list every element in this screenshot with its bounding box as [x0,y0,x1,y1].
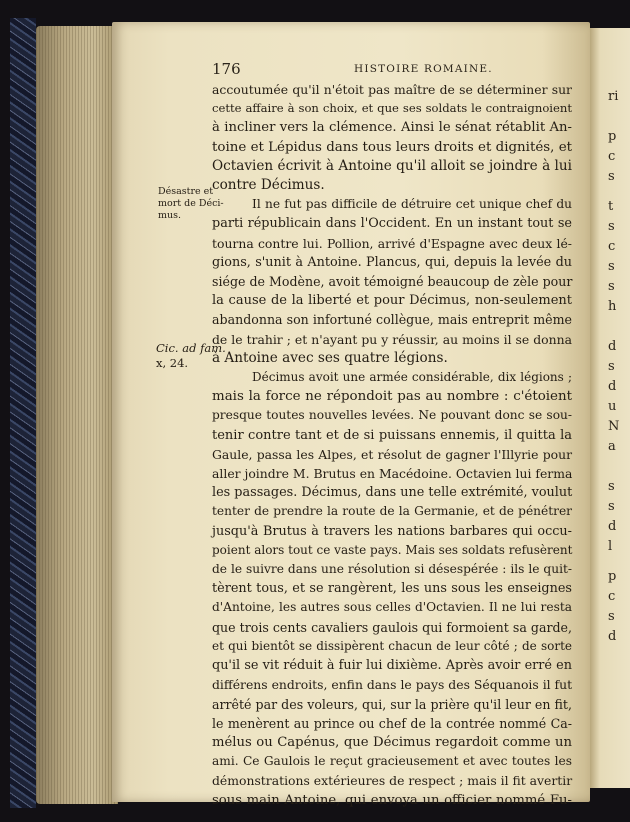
text-line: à Antoine avec ses quatre légions. [212,349,448,366]
text-line: de le trahir ; et n'ayant pu y réussir, au moins il se donna [212,331,572,347]
text-line: la cause de la liberté et pour Décimus, non-seulement [212,293,572,309]
body-text [212,80,572,810]
text-line: gions, s'unit à Antoine. Plancus, qui, depuis la levée du [212,254,572,270]
text-line: abandonna son infortuné collègue, mais entreprit même [212,312,572,328]
paragraph-3 [212,368,572,810]
text-line: accoutumée qu'il n'étoit pas maître de se déterminer sur [212,82,572,97]
marbled-endpaper [10,18,36,808]
margin-note-desastre: Désastre et mort de Déci- mus. [158,186,224,221]
text-line: différens endroits, enfin dans le pays des Séquanois il fut [212,677,573,693]
text-line: mélus ou Capénus, que Décimus regardoit comme un [212,734,572,750]
text-line: jusqu'à Brutus à travers les nations barbares qui occu- [212,523,572,539]
text-line: aller joindre M. Brutus en Macédoine. Octavien lui ferma [212,466,573,482]
text-line: presque toutes nouvelles levées. Ne pouvant donc se sou- [212,408,572,423]
text-line: à incliner vers la clémence. Ainsi le sénat rétablit An- [212,120,572,136]
margin-citation: Cic. ad fam. x, 24. [156,341,226,370]
text-line: les passages. Décimus, dans une telle extrémité, voulut [212,485,573,501]
text-line: arrêté par des voleurs, qui, sur la prière qu'il leur en fit, [212,696,572,712]
text-line: Gaule, passa les Alpes, et résolut de gagner l'Illyrie pour [212,446,572,462]
text-line: Il ne fut pas difficile de détruire cet unique chef du [252,197,572,212]
running-title: HISTOIRE ROMAINE. [354,63,493,75]
text-line: Octavien écrivit à Antoine qu'il alloit se joindre à lui [212,157,572,174]
text-line: toine et Lépidus dans tous leurs droits et dignités, et [212,139,572,155]
text-line: contre Décimus. [212,177,325,194]
text-line: d'Antoine, les autres sous celles d'Octavien. Il ne lui resta [212,600,572,615]
text-line: et qui bientôt se dissipèrent chacun de leur côté ; de sorte [212,638,572,653]
text-line: que trois cents cavaliers gaulois qui formoient sa garde, [212,619,572,635]
text-line: siége de Modène, avoit témoigné beaucoup de zèle pour [212,274,573,290]
text-line: mais la force ne répondoit pas au nombre : c'étoient [212,389,572,405]
text-line: qu'il se vit réduit à fuir lui dixième. Après avoir erré en [212,658,572,674]
text-line: tourna contre lui. Pollion, arrivé d'Espagne avec deux lé- [212,235,572,251]
page-number: 176 [212,60,241,78]
text-line: Décimus avoit une armée considérable, dix légions ; [252,370,572,385]
text-line: de le suivre dans une résolution si désespérée : ils le quit- [212,562,572,577]
paragraph-2 [212,195,572,368]
text-line: tèrent tous, et se rangèrent, les uns sous les enseignes [212,581,572,597]
page-header [212,60,572,78]
text-line: sous main Antoine, qui envoya un officier nommé Fu- [212,792,572,808]
text-line: poient alors tout ce vaste pays. Mais ses soldats refusèrent [212,542,573,557]
text-line: le menèrent au prince ou chef de la contrée nommé Ca- [212,715,572,731]
text-line: parti républicain dans l'Occident. En un instant tout se [212,216,572,232]
text-line: tenir contre tant et de si puissans ennemis, il quitta la [212,427,572,443]
text-line: cette affaire à son choix, et que ses soldats le contraignoient [212,101,572,116]
paragraph-1 [212,80,572,195]
page-edges [36,26,118,804]
text-line: démonstrations extérieures de respect ; mais il fit avertir [212,773,573,789]
text-line: tenter de prendre la route de la Germanie, et de pénétrer [212,504,572,519]
text-line: ami. Ce Gaulois le reçut gracieusement et avec toutes les [212,754,572,769]
